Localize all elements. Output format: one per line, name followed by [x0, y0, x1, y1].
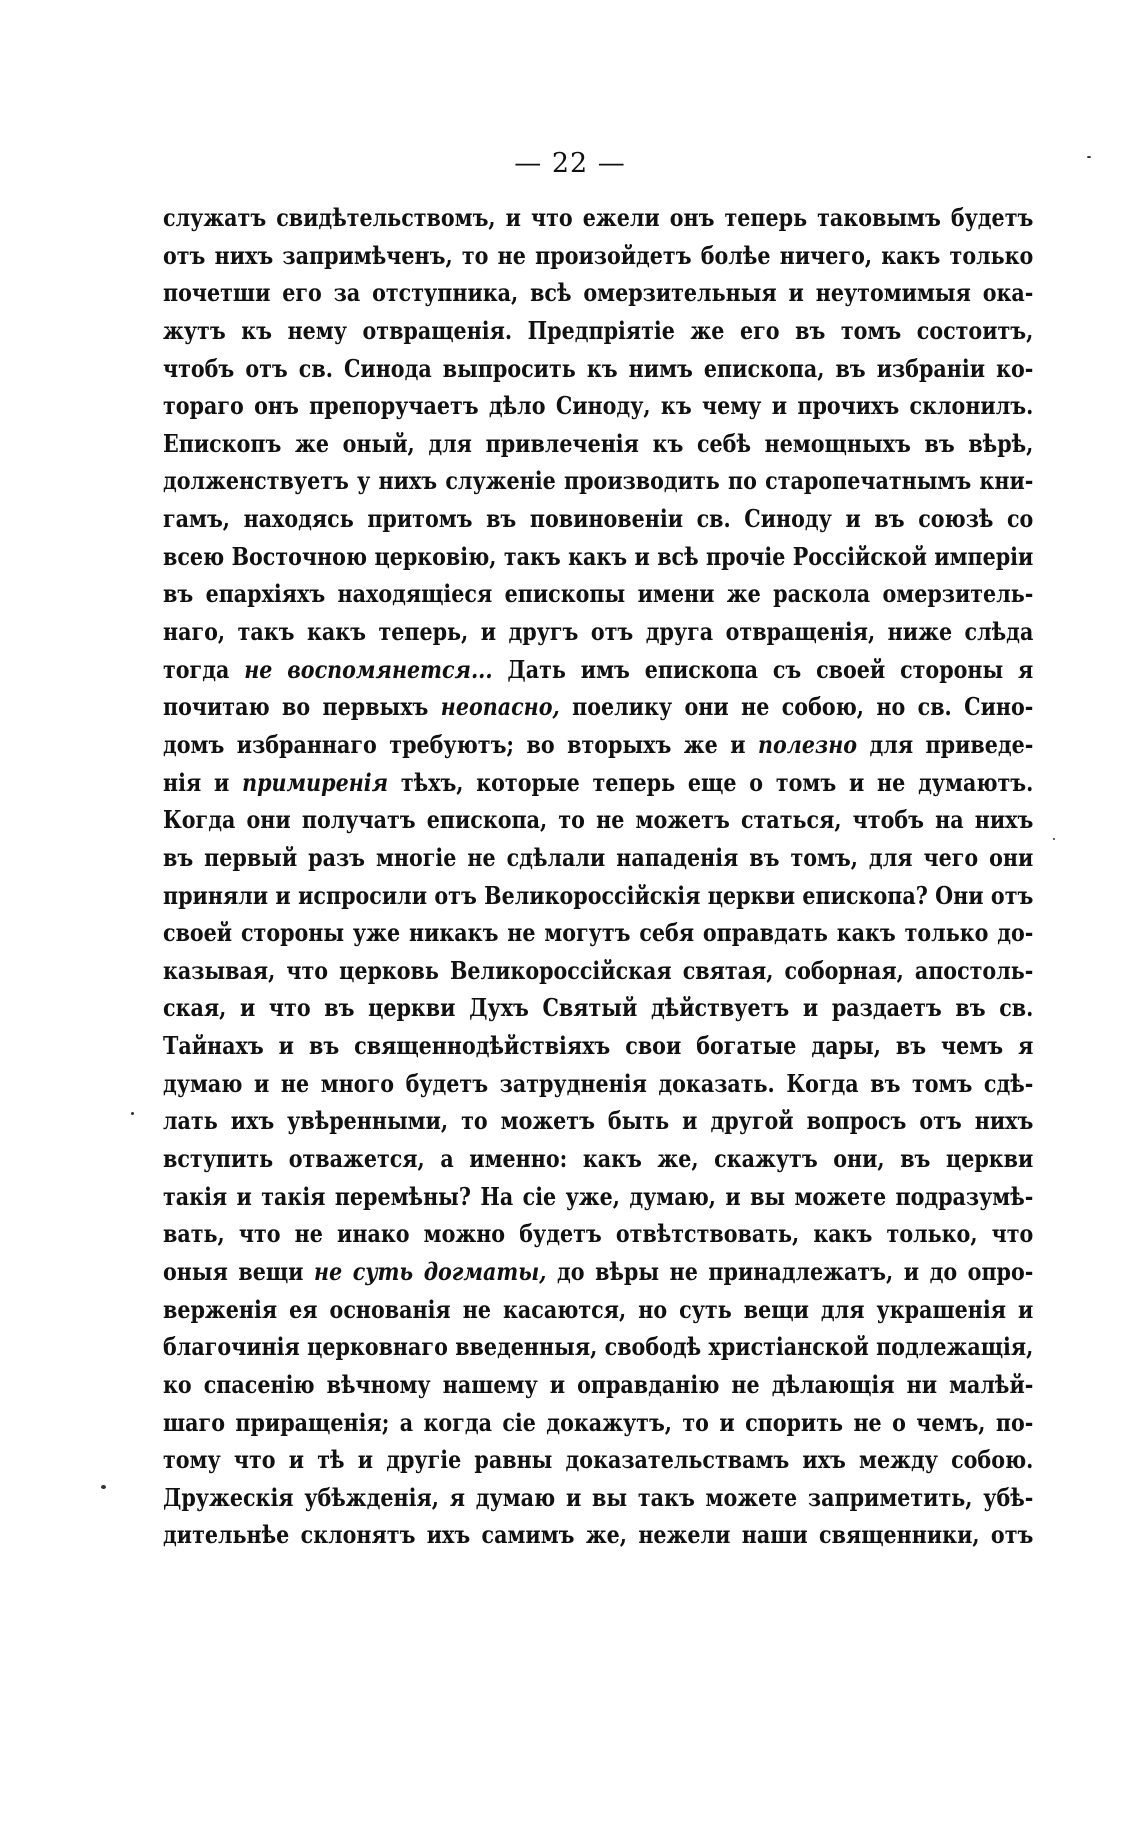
- text-line: [163, 989, 1033, 1027]
- text-line: [163, 1516, 1033, 1554]
- body-text: [163, 199, 1033, 1554]
- text-segment: поелику они не собою, но св. Сино-: [559, 692, 1034, 722]
- text-line: [163, 613, 1033, 651]
- text-line: [163, 350, 1033, 388]
- text-line: [163, 726, 1033, 764]
- text-line: [163, 1366, 1033, 1404]
- text-segment: вступить отважется, а именно: какъ же, скажутъ они, въ церкви: [163, 1144, 1034, 1174]
- text-segment: почитаю во первыхъ: [163, 692, 441, 722]
- text-segment: тѣхъ, которые теперь еще о томъ и не думаютъ.: [388, 767, 1034, 797]
- text-line: [163, 952, 1033, 990]
- text-line: [163, 1102, 1033, 1140]
- text-segment: всею Восточною церковію, такъ какъ и всѣ прочіе Россійской имперіи: [163, 541, 1034, 571]
- text-segment: думаю и не много будетъ затрудненія доказать. Когда въ томъ сдѣ-: [163, 1068, 1034, 1098]
- text-segment: шаго приращенія; а когда сіе докажутъ, то и спорить не о чемъ, по-: [163, 1407, 1034, 1437]
- text-segment: тому что и тѣ и другіе равны доказательствамъ ихъ между собою.: [163, 1445, 1034, 1475]
- text-line: [163, 274, 1033, 312]
- text-segment: гамъ, находясь притомъ въ повиновеніи св. Синоду и въ союзѣ со: [163, 504, 1034, 534]
- text-segment: отъ нихъ запримѣченъ, то не произойдетъ болѣе ничего, какъ только: [163, 240, 1034, 270]
- text-segment: оныя вещи: [163, 1256, 315, 1286]
- text-segment: такія и такія перемѣны? На сіе уже, думаю, и вы можете подразумѣ-: [163, 1181, 1034, 1211]
- text-line: [163, 1404, 1033, 1442]
- italic-emphasis: полезно: [758, 729, 858, 759]
- text-line: [163, 237, 1033, 275]
- text-line: [163, 425, 1033, 463]
- text-segment: верженія ея основанія не касаются, но суть вещи для украшенія и: [163, 1294, 1034, 1324]
- text-segment: чтобъ отъ св. Синода выпросить къ нимъ епископа, въ избраніи ко-: [163, 353, 1034, 383]
- print-speck: [1087, 156, 1091, 158]
- text-line: [163, 387, 1033, 425]
- italic-emphasis: не воспомянется...: [244, 654, 493, 684]
- print-speck: [101, 1485, 106, 1489]
- text-line: [163, 1027, 1033, 1065]
- text-segment: дительнѣе склонятъ ихъ самимъ же, нежели наши священники, отъ: [163, 1520, 1034, 1550]
- text-line: [163, 914, 1033, 952]
- text-line: [163, 877, 1033, 915]
- text-segment: вать, что не инако можно будетъ отвѣтствовать, какъ только, что: [163, 1219, 1034, 1249]
- text-segment: казывая, что церковь Великороссійская святая, соборная, апостоль-: [163, 955, 1034, 985]
- text-segment: наго, такъ какъ теперь, и другъ отъ друга отвращенія, ниже слѣда: [163, 617, 1034, 647]
- text-line: [163, 1291, 1033, 1329]
- text-line: [163, 538, 1033, 576]
- text-segment: тогда: [163, 654, 245, 684]
- text-segment: ская, и что въ церкви Духъ Святый дѣйствуетъ и раздаетъ въ св.: [163, 993, 1034, 1023]
- text-line: [163, 462, 1033, 500]
- text-segment: въ первый разъ многіе не сдѣлали нападенія въ томъ, для чего они: [163, 842, 1034, 872]
- text-segment: для приведе-: [857, 729, 1034, 759]
- text-line: [163, 1253, 1033, 1291]
- text-line: [163, 199, 1033, 237]
- text-segment: Когда они получатъ епископа, то не можетъ статься, чтобъ на нихъ: [163, 805, 1034, 835]
- text-segment: почетши его за отступника, всѣ омерзительныя и неутомимыя ока-: [163, 278, 1034, 308]
- text-line: [163, 312, 1033, 350]
- text-segment: домъ избраннаго требуютъ; во вторыхъ же и: [163, 729, 759, 759]
- text-line: [163, 801, 1033, 839]
- print-speck: [131, 1112, 134, 1115]
- text-segment: своей стороны уже никакъ не могутъ себя оправдать какъ только до-: [163, 918, 1034, 948]
- text-line: [163, 688, 1033, 726]
- text-segment: долженствуетъ у нихъ служеніе производить по старопечатнымъ кни-: [163, 466, 1034, 496]
- text-line: [163, 1328, 1033, 1366]
- text-segment: служатъ свидѣтельствомъ, и что ежели онъ теперь таковымъ будетъ: [163, 203, 1034, 232]
- text-line: [163, 839, 1033, 877]
- text-line: [163, 575, 1033, 613]
- text-line: [163, 1140, 1033, 1178]
- text-segment: Тайнахъ и въ священнодѣйствіяхъ свои богатые дары, въ чемъ я: [163, 1031, 1034, 1061]
- text-line: [163, 1178, 1033, 1216]
- text-segment: до вѣры не принадлежатъ, и до опро-: [546, 1256, 1034, 1286]
- text-segment: благочинія церковнаго введенныя, свободѣ христіанской подлежащія,: [163, 1332, 1034, 1362]
- text-line: [163, 764, 1033, 802]
- italic-emphasis: примиренія: [242, 767, 389, 797]
- text-line: [163, 1479, 1033, 1517]
- italic-emphasis: не суть догматы,: [314, 1256, 547, 1286]
- text-segment: тораго онъ препоручаетъ дѣло Синоду, къ чему и прочихъ склонилъ.: [163, 391, 1034, 421]
- text-segment: въ епархіяхъ находящіеся епископы имени же раскола омерзитель-: [163, 579, 1034, 609]
- text-segment: Епископъ же оный, для привлеченія къ себѣ немощныхъ въ вѣрѣ,: [163, 428, 1034, 458]
- text-segment: жутъ къ нему отвращенія. Предпріятіе же его въ томъ состоитъ,: [163, 315, 1034, 345]
- print-speck: [1053, 838, 1055, 840]
- text-segment: приняли и испросили отъ Великороссійскія церкви епископа? Они отъ: [163, 880, 1034, 910]
- text-line: [163, 1065, 1033, 1103]
- text-segment: нія и: [163, 767, 243, 797]
- text-segment: ко спасенію вѣчному нашему и оправданію не дѣлающія ни малѣй-: [163, 1369, 1034, 1399]
- text-line: [163, 651, 1033, 689]
- text-line: [163, 1441, 1033, 1479]
- text-segment: Дать имъ епископа съ своей стороны я: [492, 654, 1034, 684]
- text-line: [163, 1215, 1033, 1253]
- italic-emphasis: неопасно,: [440, 692, 560, 722]
- text-segment: лать ихъ увѣренными, то можетъ быть и другой вопросъ отъ нихъ: [163, 1106, 1034, 1136]
- page-number: — 22 —: [514, 148, 626, 179]
- text-line: [163, 500, 1033, 538]
- text-segment: Дружескія убѣжденія, я думаю и вы такъ можете заприметить, убѣ-: [163, 1482, 1034, 1512]
